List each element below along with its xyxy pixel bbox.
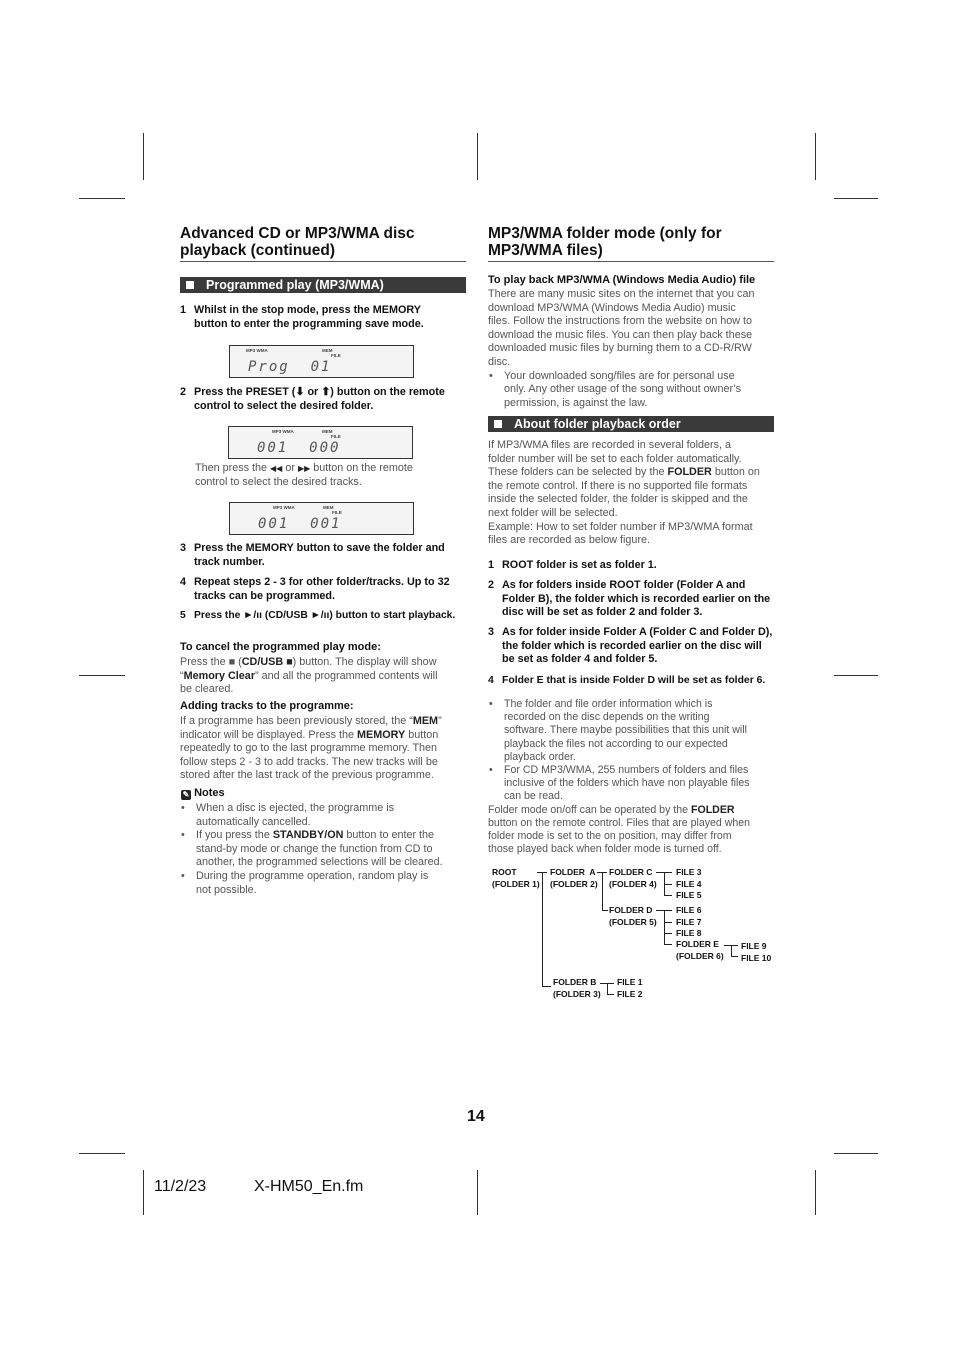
step-number: 3 bbox=[180, 542, 187, 554]
folder-notes bbox=[488, 698, 780, 856]
text-line: • The folder and file order information which is bbox=[504, 698, 713, 710]
lcd-mp3-wma-label: MP3 WMA bbox=[272, 429, 294, 434]
footer-date: 11/2/23 bbox=[154, 1178, 207, 1195]
step-text: tracks can be programmed. bbox=[194, 589, 336, 602]
text-line: be cleared. bbox=[180, 683, 234, 696]
tree-connector bbox=[542, 872, 543, 987]
step-text: be set as folder 4 and folder 5. bbox=[502, 653, 658, 665]
heading-line: MP3/WMA folder mode (only for bbox=[488, 225, 722, 242]
lcd-file-indicator: FILE bbox=[332, 510, 342, 515]
text-line: permission, is against the law. bbox=[504, 396, 648, 409]
tree-files-e-label: FILE 9 FILE 10 bbox=[741, 941, 772, 963]
lcd-mp3-wma-label: MP3 WMA bbox=[246, 348, 268, 353]
folder-step-4 bbox=[488, 674, 783, 688]
crop-mark bbox=[143, 1170, 144, 1215]
bullet-item bbox=[488, 370, 778, 411]
text-part: Memory Clear bbox=[183, 669, 256, 682]
step-text: As for folders inside ROOT folder (Folder A and bbox=[502, 579, 746, 591]
adding-title: Adding tracks to the programme: bbox=[180, 700, 354, 712]
note-icon: ✎ bbox=[182, 790, 190, 799]
step-text bbox=[194, 386, 470, 400]
step-text-part: or bbox=[304, 386, 322, 398]
note-item bbox=[180, 802, 472, 829]
text-line: There are many music sites on the internet that you can bbox=[488, 288, 755, 300]
square-icon bbox=[186, 281, 194, 289]
lcd-segment-text: Prog 01 bbox=[248, 359, 332, 375]
heading-line: MP3/WMA files) bbox=[488, 242, 603, 259]
text-line: downloaded music files by burning them to a CD-R/RW bbox=[488, 342, 752, 355]
arrow-up-icon: ⬆ bbox=[321, 386, 331, 398]
text-part: indicator will be displayed. Press the bbox=[180, 728, 358, 741]
tree-folder-a-label: FOLDER A (FOLDER 2) bbox=[550, 867, 598, 889]
tree-connector bbox=[607, 994, 614, 995]
step-text: Folder E that is inside Folder D will be set as folder 6. bbox=[502, 675, 766, 686]
crop-mark bbox=[834, 675, 878, 676]
lcd-mem-indicator: MEM bbox=[322, 348, 333, 353]
crop-mark bbox=[815, 133, 816, 180]
bar-title: About folder playback order bbox=[514, 417, 681, 431]
programmed-play-bar bbox=[180, 277, 466, 293]
notes-list bbox=[180, 802, 472, 897]
note-item bbox=[180, 870, 472, 897]
page-number: 14 bbox=[467, 1108, 485, 1125]
step-text: Repeat steps 2 - 3 for other folder/tracks. Up to 32 bbox=[194, 576, 450, 588]
step-text: the folder which is recorded earlier on the disc will bbox=[502, 639, 762, 652]
lcd-file-indicator: FILE bbox=[331, 434, 341, 439]
text-line: disc. bbox=[488, 355, 511, 368]
tree-folder-c-label: FOLDER C (FOLDER 4) bbox=[609, 867, 657, 889]
text-line: stand-by mode or change the function from CD to bbox=[196, 842, 433, 855]
text-part: STANDBY/ON bbox=[272, 829, 344, 842]
crop-mark bbox=[834, 1153, 878, 1154]
step-number: 4 bbox=[180, 576, 187, 588]
tree-connector bbox=[602, 910, 608, 911]
tree-connector bbox=[602, 872, 603, 910]
text-line: stored after the last track of the previous programme. bbox=[180, 769, 434, 782]
text-line: download MP3/WMA (Windows Media Audio) music bbox=[488, 301, 736, 314]
step-text: control to select the desired folder. bbox=[194, 399, 374, 412]
text-line: recorded on the disc depends on the writing bbox=[504, 711, 710, 724]
text-line: next folder will be selected. bbox=[488, 506, 618, 519]
text-part: FOLDER bbox=[667, 466, 712, 479]
lcd-segment-text: 001 000 bbox=[257, 440, 341, 456]
bullet-item bbox=[488, 698, 780, 764]
tree-connector bbox=[664, 944, 672, 945]
text-line: those played back when folder mode is turned off. bbox=[488, 843, 722, 856]
arrow-down-icon: ⬇ bbox=[295, 386, 305, 398]
lcd-display-3 bbox=[229, 502, 414, 535]
step-text-part: ) button on the remote bbox=[330, 386, 445, 398]
notes-title: Notes bbox=[194, 787, 225, 799]
text-line: control to select the desired tracks. bbox=[195, 475, 362, 488]
lcd-mem-indicator: MEM bbox=[323, 505, 334, 510]
text-part: or bbox=[282, 462, 298, 474]
folder-order-paragraph bbox=[488, 439, 778, 548]
folder-step-2 bbox=[488, 579, 783, 620]
step-number: 4 bbox=[488, 675, 494, 686]
bar-title: Programmed play (MP3/WMA) bbox=[206, 278, 384, 292]
cancel-title: To cancel the programmed play mode: bbox=[180, 641, 381, 653]
text-line: Example: How to set folder number if MP3/WMA format bbox=[488, 520, 753, 533]
text-part: ” bbox=[438, 715, 442, 727]
text-line: playback order. bbox=[504, 750, 576, 763]
skip-back-icon: ◀◀ bbox=[270, 464, 283, 473]
crop-mark bbox=[79, 675, 125, 676]
cancel-text bbox=[180, 656, 470, 697]
step-1 bbox=[180, 304, 470, 331]
step-text: Press the MEMORY button to save the folder and bbox=[194, 542, 445, 554]
text-line: repeatedly to go to the last programme memory. Then bbox=[180, 742, 438, 755]
text-line: • For CD MP3/WMA, 255 numbers of folders and files bbox=[504, 764, 749, 777]
tree-connector bbox=[731, 956, 738, 957]
text-part: If you press the bbox=[196, 829, 273, 842]
square-icon bbox=[494, 420, 502, 428]
right-section-heading bbox=[488, 225, 788, 259]
heading-line: playback (continued) bbox=[180, 242, 336, 259]
folder-step-1 bbox=[488, 559, 783, 573]
step-text: Folder B), the folder which is recorded earlier on the bbox=[502, 592, 771, 605]
text-line: inside the selected folder, the folder is skipped and the bbox=[488, 493, 748, 506]
step-text: Press the ►/ıı (CD/USB ►/ıı) button to start playback. bbox=[194, 610, 456, 621]
text-line: follow steps 2 - 3 to add tracks. The new tracks will be bbox=[180, 755, 438, 768]
text-line: playback the files not according to our expected bbox=[504, 737, 728, 750]
footer-filename: X-HM50_En.fm bbox=[254, 1178, 364, 1195]
crop-mark bbox=[477, 1170, 478, 1215]
left-section-heading bbox=[180, 225, 470, 259]
text-part: ) button. The display will show bbox=[292, 656, 437, 668]
crop-mark bbox=[143, 133, 144, 180]
text-part: MEM bbox=[412, 715, 439, 727]
text-line: • During the programme operation, random play is bbox=[196, 869, 429, 882]
text-line: another, the programmed selections will be cleared. bbox=[196, 856, 443, 869]
tree-root-label: ROOT (FOLDER 1) bbox=[492, 867, 540, 889]
tree-files-b-label: FILE 1 FILE 2 bbox=[617, 977, 643, 999]
step-text: button to enter the programming save mode. bbox=[194, 317, 424, 330]
text-part: ” and all the programmed contents will bbox=[255, 669, 438, 682]
play-back-subtitle: To play back MP3/WMA (Windows Media Audio) file bbox=[488, 274, 756, 286]
crop-mark bbox=[79, 1153, 125, 1154]
text-line: folder mode is set to the on position, may differ from bbox=[488, 830, 732, 843]
step-2 bbox=[180, 386, 470, 413]
step-text: ROOT folder is set as folder 1. bbox=[502, 559, 657, 571]
lcd-mp3-wma-label: MP3 WMA bbox=[273, 505, 295, 510]
tree-folder-b-label: FOLDER B (FOLDER 3) bbox=[553, 977, 601, 999]
step-text-part: Press the PRESET ( bbox=[194, 386, 296, 398]
tree-connector bbox=[664, 922, 672, 923]
crop-mark bbox=[79, 198, 125, 199]
folder-step-3 bbox=[488, 626, 783, 667]
step-text: track number. bbox=[194, 555, 265, 568]
tree-connector bbox=[664, 884, 672, 885]
step-3 bbox=[180, 542, 470, 569]
text-part: If a programme has been previously stored, the “ bbox=[180, 715, 413, 727]
text-part: Press the ■ ( bbox=[180, 656, 242, 668]
note-item bbox=[180, 829, 472, 870]
tree-folder-e-label: FOLDER E (FOLDER 6) bbox=[676, 939, 724, 961]
lcd-file-indicator: FILE bbox=[331, 353, 341, 358]
heading-line: Advanced CD or MP3/WMA disc bbox=[180, 225, 415, 242]
step-4 bbox=[180, 576, 470, 603]
step-number: 1 bbox=[180, 304, 187, 316]
text-line: download the music files. You can then play back these bbox=[488, 328, 753, 341]
text-part: button on bbox=[711, 466, 760, 479]
step-text: Whilst in the stop mode, press the MEMORY bbox=[194, 304, 421, 316]
text-line: • Your downloaded song/files are for personal use bbox=[504, 369, 735, 382]
text-line: only. Any other usage of the song without owner’s bbox=[504, 383, 742, 396]
tree-folder-d-label: FOLDER D (FOLDER 5) bbox=[609, 905, 657, 927]
text-line: the remote control. If there is no supported file formats bbox=[488, 479, 748, 492]
lcd-display-1 bbox=[229, 345, 414, 378]
text-part: Then press the bbox=[195, 462, 271, 474]
text-line: • When a disc is ejected, the programme is bbox=[196, 802, 395, 814]
text-part: button to enter the bbox=[343, 829, 435, 842]
tree-files-d-label: FILE 6 FILE 7 FILE 8 bbox=[676, 905, 702, 938]
lcd-mem-indicator: MEM bbox=[322, 429, 333, 434]
text-line: If MP3/WMA files are recorded in several folders, a bbox=[488, 439, 732, 451]
bullet-item bbox=[488, 764, 780, 804]
crop-mark bbox=[834, 198, 878, 199]
step-number: 5 bbox=[180, 610, 186, 621]
tree-connector bbox=[542, 986, 551, 987]
text-line: files are recorded as below figure. bbox=[488, 534, 651, 547]
crop-mark bbox=[815, 1170, 816, 1215]
tree-connector bbox=[664, 910, 665, 945]
text-line: automatically cancelled. bbox=[196, 815, 311, 828]
lcd-display-2 bbox=[228, 426, 413, 459]
step-number: 2 bbox=[180, 386, 187, 398]
text-part: CD/USB ■ bbox=[241, 656, 293, 668]
notes-heading bbox=[181, 787, 225, 800]
step-number: 2 bbox=[488, 579, 495, 591]
text-line: files. Follow the instructions from the website on how to bbox=[488, 315, 753, 328]
heading-rule bbox=[488, 261, 774, 262]
text-part: “ bbox=[180, 669, 184, 682]
then-press-text bbox=[195, 462, 470, 489]
text-line: can be read. bbox=[504, 790, 563, 803]
folder-order-bar bbox=[488, 416, 774, 432]
text-line: software. There maybe possibilities that this unit will bbox=[504, 724, 747, 737]
tree-connector bbox=[664, 895, 672, 896]
tree-files-c-label: FILE 3 FILE 4 FILE 5 bbox=[676, 867, 702, 900]
skip-forward-icon: ▶▶ bbox=[297, 464, 311, 473]
step-number: 1 bbox=[488, 559, 495, 571]
text-part: These folders can be selected by the bbox=[488, 466, 668, 479]
step-number: 3 bbox=[488, 626, 495, 638]
text-line: inclusive of the folders which have non playable files bbox=[504, 777, 750, 790]
text-line: folder number will be set to each folder automatically. bbox=[488, 452, 742, 465]
text-part: MEMORY bbox=[357, 728, 406, 741]
step-5 bbox=[180, 609, 470, 623]
text-part: button bbox=[405, 728, 439, 741]
step-text: disc will be set as folder 2 and folder 3. bbox=[502, 606, 703, 618]
text-part: FOLDER bbox=[691, 803, 735, 816]
text-part: Folder mode on/off can be operated by the bbox=[488, 803, 691, 816]
heading-rule bbox=[180, 261, 466, 262]
tree-connector bbox=[664, 933, 672, 934]
adding-text bbox=[180, 715, 470, 783]
intro-paragraph bbox=[488, 288, 778, 410]
text-line: button on the remote control. Files that are played when bbox=[488, 816, 751, 829]
crop-mark bbox=[477, 133, 478, 180]
text-line: not possible. bbox=[196, 883, 257, 896]
text-part: button on the remote bbox=[310, 462, 413, 474]
lcd-segment-text: 001 001 bbox=[258, 516, 342, 532]
step-text: As for folder inside Folder A (Folder C and Folder D), bbox=[502, 626, 773, 638]
